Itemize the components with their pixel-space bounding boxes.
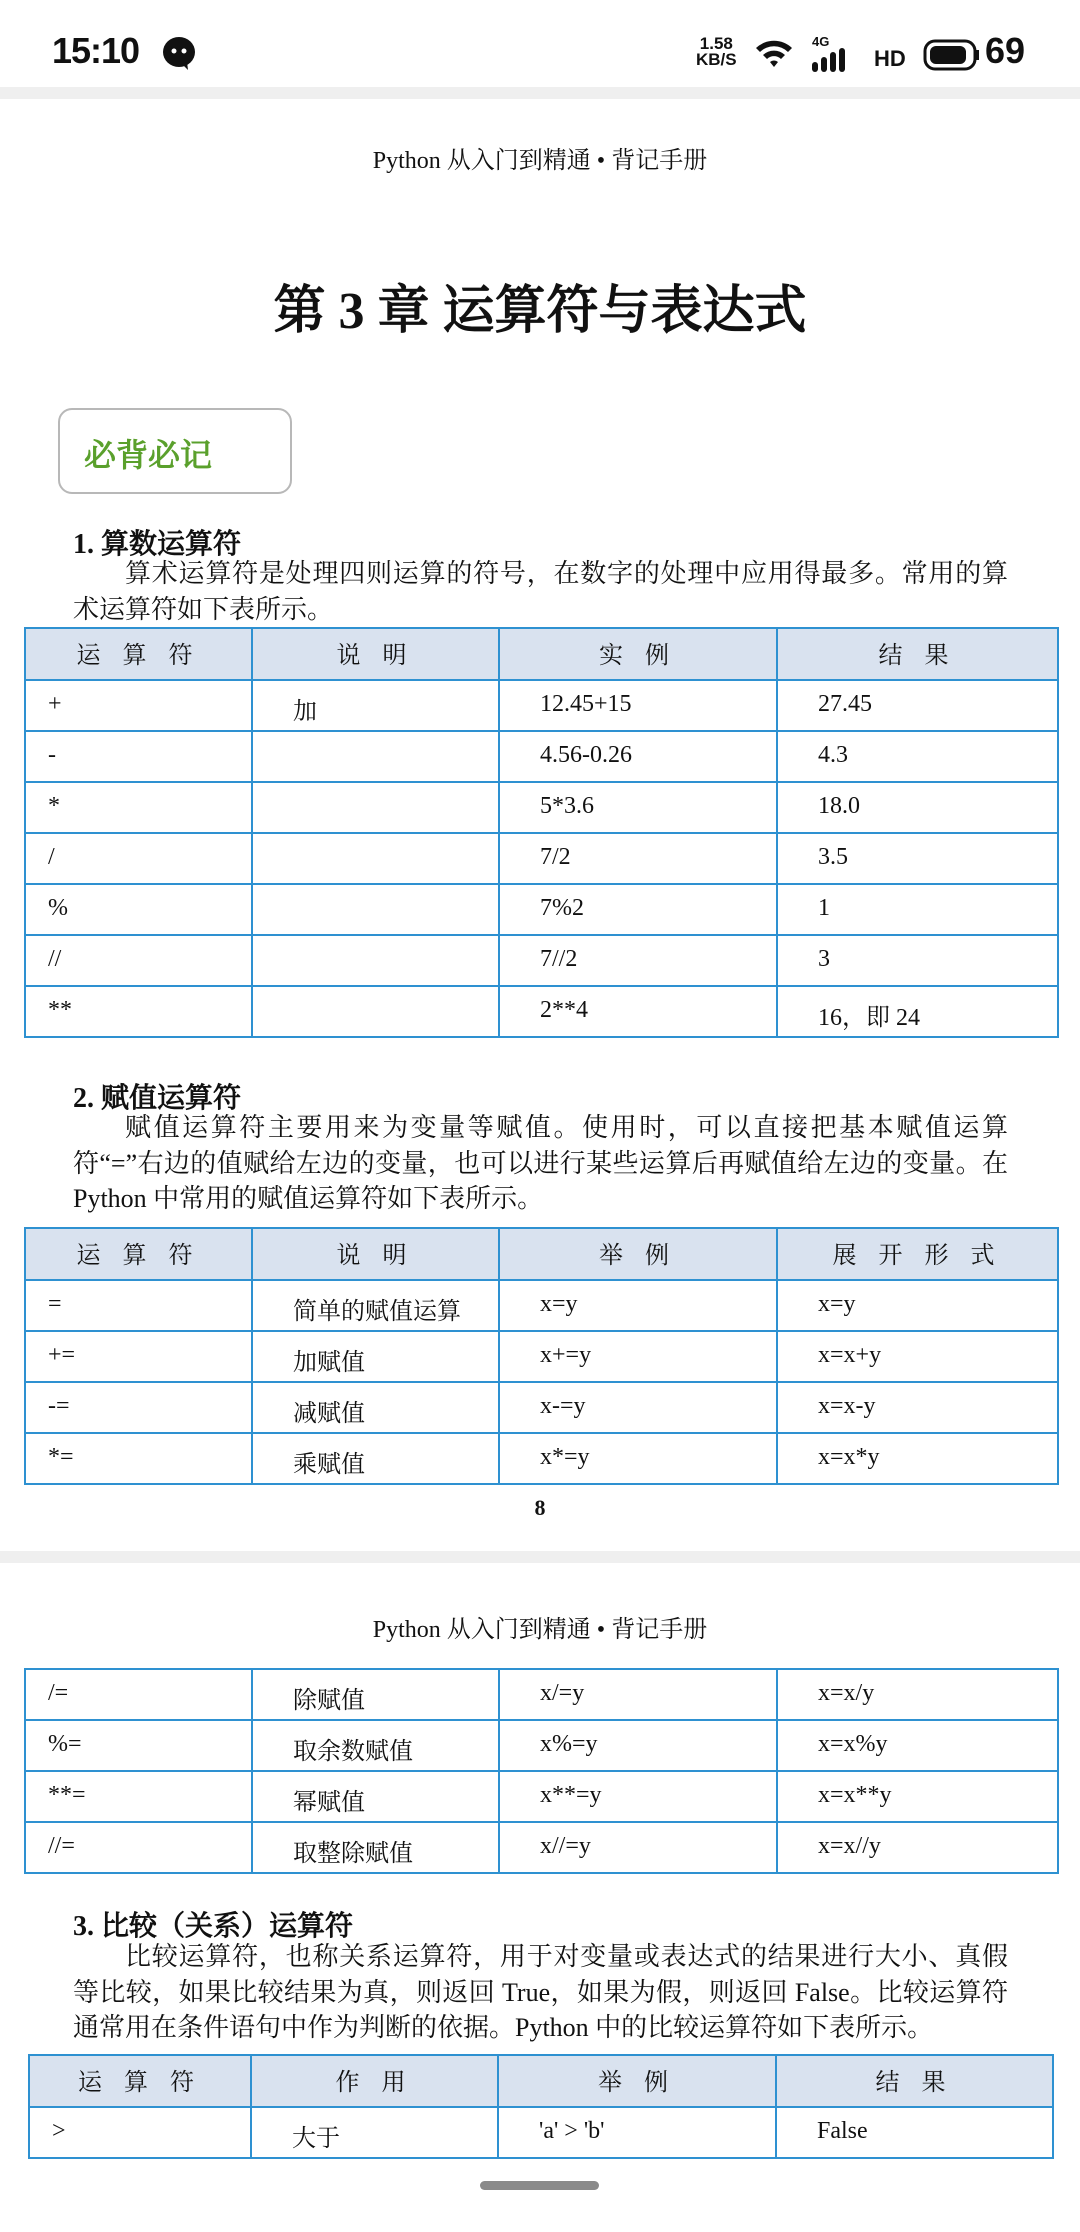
table-row (25, 1822, 1058, 1873)
table-row (25, 935, 1058, 986)
table-cell: x=x-y (777, 1382, 1058, 1433)
table-clip (28, 2054, 1052, 2152)
table-cell: x%=y (499, 1720, 777, 1771)
status-bar (0, 0, 1080, 87)
table-cell: x=y (499, 1280, 777, 1331)
table-cell: x-=y (499, 1382, 777, 1433)
table-row (25, 1720, 1058, 1771)
assignment-operators-table (24, 1227, 1059, 1485)
section-paragraph: 赋值运算符主要用来为变量等赋值。使用时，可以直接把基本赋值运算符“=”右边的值赋给左边的变量，也可以进行某些运算后再赋值给左边的变量。在 Python 中常用的赋值运算符如下表所示。 (73, 1113, 1008, 1213)
table-row (25, 1280, 1058, 1331)
battery-icon (924, 40, 980, 70)
table-cell: 3.5 (777, 833, 1058, 884)
network-speed (696, 36, 737, 68)
network-type: 4G (812, 34, 830, 49)
table-cell: False (776, 2107, 1053, 2158)
table-cell: x//=y (499, 1822, 777, 1873)
column-header: 举 例 (499, 1228, 777, 1280)
table-cell (252, 731, 499, 782)
column-header: 结 果 (776, 2055, 1053, 2107)
section-paragraph: 比较运算符，也称关系运算符，用于对变量或表达式的结果进行大小、真假等比较，如果比较结果为真，则返回 True，如果为假，则返回 False。比较运算符通常用在条件语句中作为判断的依据。Python 中的比较运算符如下表所示。 (73, 1942, 1008, 2042)
table-cell: 2**4 (499, 986, 777, 1037)
table-cell: 7//2 (499, 935, 777, 986)
table-cell: 7%2 (499, 884, 777, 935)
column-header: 运 算 符 (25, 628, 252, 680)
table-row (25, 782, 1058, 833)
chapter-title: 第 3 章 运算符与表达式 (273, 283, 807, 340)
table-cell: 取余数赋值 (252, 1720, 499, 1771)
column-header: 实 例 (499, 628, 777, 680)
table-cell: x=x+y (777, 1331, 1058, 1382)
table-cell: 1 (777, 884, 1058, 935)
table-cell: 16，即 24 (777, 986, 1058, 1037)
table-cell: 幂赋值 (252, 1771, 499, 1822)
column-header: 结 果 (777, 628, 1058, 680)
table-cell: 加赋值 (252, 1331, 499, 1382)
table-cell (252, 782, 499, 833)
must-memorize-box: 必背必记 (58, 408, 292, 494)
table-cell: //= (25, 1822, 252, 1873)
assignment-operators-table-continued (24, 1668, 1059, 1874)
table-row (25, 884, 1058, 935)
table-cell: x=x**y (777, 1771, 1058, 1822)
hd-indicator: HD (874, 46, 906, 71)
table-cell: 12.45+15 (499, 680, 777, 731)
table-cell: **= (25, 1771, 252, 1822)
column-header: 运 算 符 (29, 2055, 251, 2107)
table-row (25, 1433, 1058, 1484)
column-header: 说 明 (252, 628, 499, 680)
table-row (29, 2107, 1053, 2158)
table-cell: 乘赋值 (252, 1433, 499, 1484)
table-cell: x/=y (499, 1669, 777, 1720)
running-head: Python 从入门到精通 • 背记手册 (372, 1617, 708, 1643)
table-cell: / (25, 833, 252, 884)
table-cell: /= (25, 1669, 252, 1720)
table-row (25, 731, 1058, 782)
table-cell (252, 935, 499, 986)
table-cell: 3 (777, 935, 1058, 986)
table-cell: 4.56-0.26 (499, 731, 777, 782)
table-cell: 取整除赋值 (252, 1822, 499, 1873)
section-heading: 1. 算数运算符 (73, 529, 242, 560)
table-cell: -= (25, 1382, 252, 1433)
column-header: 说 明 (252, 1228, 499, 1280)
table-cell: x=y (777, 1280, 1058, 1331)
table-cell: 5*3.6 (499, 782, 777, 833)
wifi-icon (754, 36, 794, 70)
table-cell: 加 (252, 680, 499, 731)
table-cell: ** (25, 986, 252, 1037)
page-gap (0, 1551, 1080, 1563)
column-header: 展 开 形 式 (777, 1228, 1058, 1280)
table-cell: 大于 (251, 2107, 498, 2158)
chat-notification-icon (162, 36, 198, 72)
table-cell: = (25, 1280, 252, 1331)
table-cell: x=x//y (777, 1822, 1058, 1873)
table-row (25, 1331, 1058, 1382)
table-cell: x**=y (499, 1771, 777, 1822)
table-header-row (25, 1228, 1058, 1280)
table-row (25, 1669, 1058, 1720)
table-cell: 除赋值 (252, 1669, 499, 1720)
table-cell: % (25, 884, 252, 935)
table-cell: + (25, 680, 252, 731)
table-header-row (25, 628, 1058, 680)
table-row (25, 1771, 1058, 1822)
table-cell: 减赋值 (252, 1382, 499, 1433)
table-row (25, 986, 1058, 1037)
clock: 15:10 (52, 30, 140, 71)
table-cell: // (25, 935, 252, 986)
table-cell (252, 986, 499, 1037)
table-header-row (29, 2055, 1053, 2107)
section-heading: 3. 比较（关系）运算符 (73, 1911, 354, 1942)
table-row (25, 1382, 1058, 1433)
table-cell: 27.45 (777, 680, 1058, 731)
table-cell: - (25, 731, 252, 782)
table-cell: x=x/y (777, 1669, 1058, 1720)
column-header: 运 算 符 (25, 1228, 252, 1280)
home-indicator[interactable] (480, 2181, 599, 2190)
table-cell: += (25, 1331, 252, 1382)
table-cell: x=x%y (777, 1720, 1058, 1771)
table-cell: 简单的赋值运算 (252, 1280, 499, 1331)
comparison-operators-table (28, 2054, 1054, 2159)
battery-level: 69 (985, 30, 1026, 71)
table-cell: 4.3 (777, 731, 1058, 782)
running-head: Python 从入门到精通 • 背记手册 (372, 148, 708, 174)
table-row (25, 833, 1058, 884)
table-cell: 7/2 (499, 833, 777, 884)
table-cell: 18.0 (777, 782, 1058, 833)
arithmetic-operators-table (24, 627, 1059, 1038)
table-cell: x*=y (499, 1433, 777, 1484)
signal-icon (812, 48, 846, 72)
table-cell: *= (25, 1433, 252, 1484)
table-row (25, 680, 1058, 731)
column-header: 举 例 (498, 2055, 776, 2107)
table-cell: > (29, 2107, 251, 2158)
page-gap (0, 87, 1080, 99)
table-cell: x=x*y (777, 1433, 1058, 1484)
table-cell (252, 833, 499, 884)
section-heading: 2. 赋值运算符 (73, 1083, 242, 1114)
speed-value: 1.58 (699, 34, 733, 53)
table-cell (252, 884, 499, 935)
table-cell: * (25, 782, 252, 833)
table-cell: %= (25, 1720, 252, 1771)
table-cell: 'a' > 'b' (498, 2107, 776, 2158)
column-header: 作 用 (251, 2055, 498, 2107)
speed-unit: KB/S (696, 50, 737, 69)
table-cell: x+=y (499, 1331, 777, 1382)
page-number: 8 (534, 1495, 546, 1520)
section-paragraph: 算术运算符是处理四则运算的符号，在数字的处理中应用得最多。常用的算术运算符如下表所示。 (73, 559, 1008, 624)
